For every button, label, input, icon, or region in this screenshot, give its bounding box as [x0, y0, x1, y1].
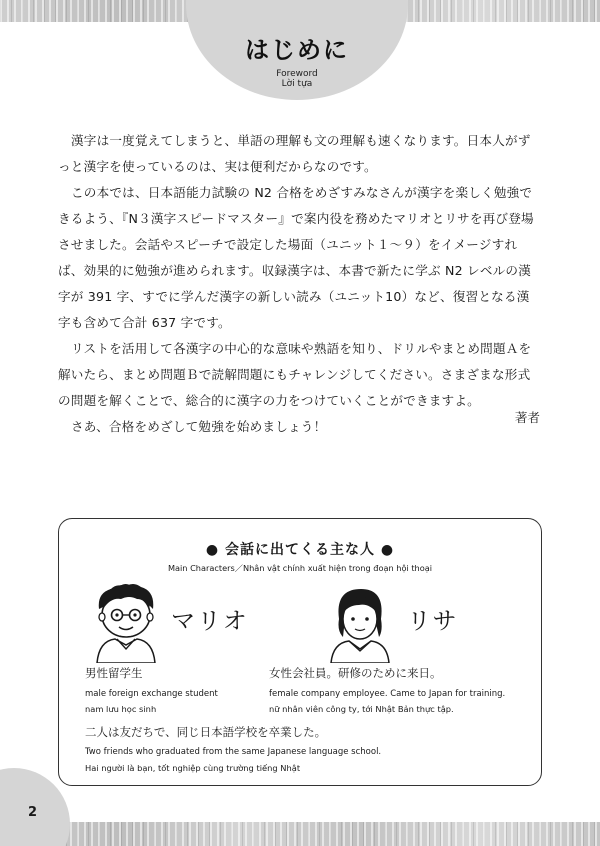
foreword-body — [58, 128, 542, 440]
shared-description-vi: Hai người là bạn, tốt nghiệp cùng trường tiếng Nhật — [85, 763, 301, 773]
page-number: 2 — [28, 805, 38, 820]
mario-name: マリオ — [171, 607, 249, 635]
mario-illustration — [89, 579, 163, 663]
characters-subtitle: Main Characters／Nhân vật chính xuất hiện trong đoạn hội thoại — [167, 563, 433, 573]
foreword-paragraph: 漢字は一度覚えてしまうと、単語の理解も文の理解も速くなります。日本人がずっと漢字を使っているのは、実は便利だからなのです。 — [58, 133, 531, 174]
page-header — [186, 30, 408, 89]
foreword-paragraph: さあ、合格をめざして勉強を始めましょう！ — [71, 419, 327, 434]
mario-role-en: male foreign exchange student — [85, 689, 218, 699]
mario-role-ja: 男性留学生 — [85, 666, 143, 680]
mario-role-vi: nam lưu học sinh — [85, 704, 157, 714]
lisa-name: リサ — [407, 607, 459, 635]
shared-description-en: Two friends who graduated from the same Japanese language school. — [85, 747, 382, 757]
author-signature: 著者 — [514, 410, 540, 425]
lisa-role-en: female company employee. Came to Japan for training. — [269, 689, 506, 699]
bottom-brush-band — [0, 822, 600, 846]
page-title: はじめに — [245, 36, 349, 64]
lisa-role-vi: nữ nhân viên công ty, tới Nhật Bản thực tập. — [269, 704, 454, 714]
foreword-paragraph: この本では、日本語能力試験の N2 合格をめざすみなさんが漢字を楽しく勉強できるよう、『N３漢字スピードマスター』で案内役を務めたマリオとリサを再び登場させました。会話やスピーチで設定した場面（ユニット１～９）をイメージすれば、効果的に勉強が進められます。収録漢字は、本書で新たに学ぶ N2 レベルの漢字が 391 字、すでに学んだ漢字の新しい読み（ユニット10）など、復習となる漢字も含めて合計 637 字です。 — [58, 185, 534, 330]
lisa-illustration — [325, 579, 395, 663]
main-characters-box — [58, 518, 542, 786]
lisa-role-ja: 女性会社員。研修のために来日。 — [269, 666, 442, 680]
page-title-vietnamese: Lời tựa — [281, 79, 313, 89]
shared-description-ja: 二人は友だちで、同じ日本語学校を卒業した。 — [85, 725, 327, 739]
foreword-paragraph: リストを活用して各漢字の中心的な意味や熟語を知り、ドリルやまとめ問題Ａを解いたら、まとめ問題Ｂで読解問題にもチャレンジしてください。さまざまな形式の問題を解くことで、総合的に漢字の力をつけていくことができますよ。 — [58, 341, 532, 408]
page-title-english: Foreword — [276, 69, 318, 79]
characters-heading: ● 会話に出てくる主な人 ● — [205, 542, 395, 558]
